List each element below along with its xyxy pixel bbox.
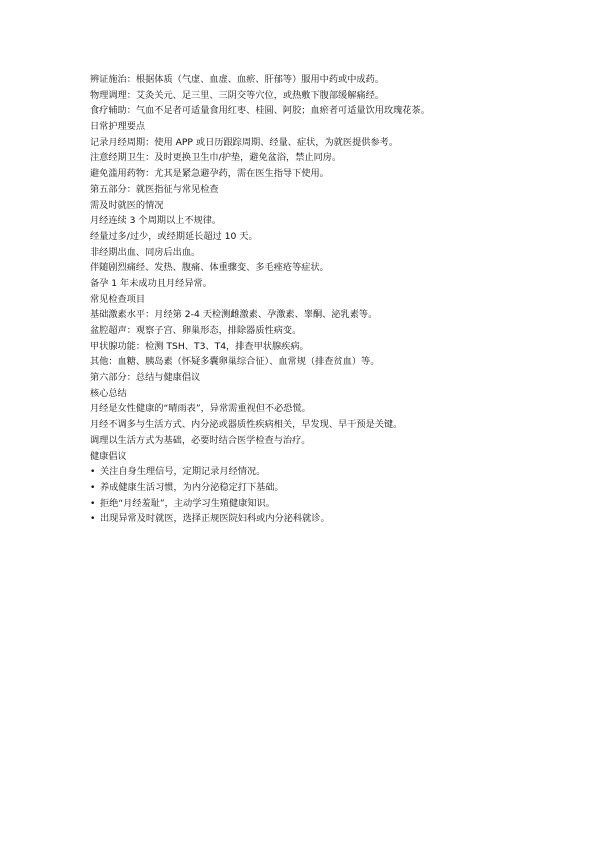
bullet-text: 养成健康生活习惯，为内分泌稳定打下基础。 [100,481,284,493]
list-item-visit-5: 备孕 1 年未成功且月经异常。 [90,277,212,289]
heading-part5: 第五部分：就医指征与常见检查 [90,183,219,195]
bullet-item-1 [90,464,560,480]
bullet-item-4 [90,511,560,527]
heading-core-summary: 核心总结 [90,387,127,399]
bullet-text: 关注自身生理信号，定期记录月经情况。 [100,466,266,478]
bullet-text: 出现异常及时就医，选择正规医院妇科或内分泌科就诊。 [100,513,330,525]
heading-part6: 第六部分：总结与健康倡议 [90,372,201,384]
bullet-icon: • [90,481,96,493]
list-item-visit-4: 伴随剧烈痛经、发热、腹痛、体重骤变、多毛痤疮等症状。 [90,262,329,274]
list-item-exam-1: 基础激素水平：月经第 2-4 天检测雌激素、孕激素、睾酮、泌乳素等。 [90,309,378,321]
list-item-visit-3: 非经期出血、同房后出血。 [90,246,201,258]
heading-health-advocacy: 健康倡议 [90,450,127,462]
heading-exams: 常见检查项目 [90,293,146,305]
heading-daily-care: 日常护理要点 [90,121,146,133]
summary-line-3: 调理以生活方式为基础，必要时结合医学检查与治疗。 [90,434,311,446]
list-item-exam-4: 其他：血糖、胰岛素（怀疑多囊卵巢综合征）、血常规（排查贫血）等。 [90,356,380,368]
bullet-icon: • [90,497,96,509]
summary-line-2: 月经不调多与生活方式、内分泌或器质性疾病相关，早发现、早干预是关键。 [90,419,403,431]
heading-timely-visit: 需及时就医的情况 [90,199,164,211]
bullet-item-3 [90,496,560,512]
document-page [90,72,560,527]
list-item-visit-2: 经量过多/过少，或经期延长超过 10 天。 [90,230,258,242]
summary-line-1: 月经是女性健康的“晴雨表”，异常需重视但不必恐慌。 [90,403,311,415]
bullet-icon: • [90,513,96,525]
paragraph-physio-regulation: 物理调理：艾灸关元、足三里、三阴交等穴位，或热敷下腹部缓解痛经。 [90,89,384,101]
list-item-exam-2: 盆腔超声：观察子宫、卵巢形态，排除器质性病变。 [90,325,302,336]
paragraph-record-cycle: 记录月经周期：使用 APP 或日历跟踪周期、经量、症状，为就医提供参考。 [90,136,399,148]
paragraph-syndrome-treatment: 辨证施治：根据体质（气虚、血虚、血瘀、肝郁等）服用中药或中成药。 [90,74,384,85]
paragraph-hygiene: 注意经期卫生：及时更换卫生巾/护垫，避免盆浴，禁止同房。 [90,152,342,164]
bullet-text: 拒绝“月经羞耻”，主动学习生殖健康知识。 [100,497,275,509]
bullet-item-2 [90,480,560,496]
bullet-icon: • [90,466,96,478]
list-item-exam-3: 甲状腺功能：检测 TSH、T3、T4，排查甲状腺疾病。 [90,340,309,352]
paragraph-avoid-drugs: 避免滥用药物：尤其是紧急避孕药，需在医生指导下使用。 [90,168,329,180]
list-item-visit-1: 月经连续 3 个周期以上不规律。 [90,215,222,227]
paragraph-diet-therapy: 食疗辅助：气血不足者可适量食用红枣、桂圆、阿胶；血瘀者可适量饮用玫瑰花茶。 [90,105,430,117]
